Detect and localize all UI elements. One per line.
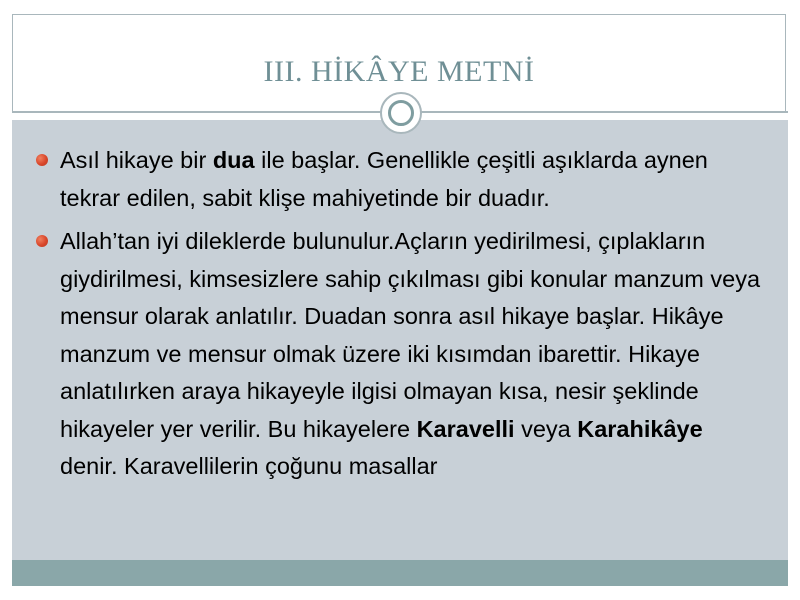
- bullet-bold-karavelli: Karavelli: [416, 415, 515, 442]
- bullet-text-1a: Asıl hikaye bir: [60, 147, 213, 173]
- slide-title: III. HİKÂYE METNİ: [263, 55, 535, 88]
- content-area: [12, 120, 788, 560]
- bullet-list: [12, 142, 788, 492]
- bullet-text-2b: veya: [514, 415, 578, 442]
- bullet-text-1b: ile başlar. Genellikle çeşitli aşıklarda aynen tekrar edilen, sabit klişe mahiyetinde bir duadır.: [60, 147, 708, 211]
- bullet-item-1: [12, 142, 788, 217]
- bullet-text-2a: Allah’tan iyi dileklerde bulunulur.Açların yedirilmesi, çıplakların giydirilmesi, kimsesizlere sahip çıkılması gibi konular manzum veya mensur olarak anlatılır. Duadan sonra asıl hikaye başlar. Hikâye manzum ve mensur olmak üzere iki kısımdan ibarettir. Hikaye anlatılırken araya hikayeyle ilgisi olmayan kısa, nesir şeklinde hikayeler yer verilir. Bu hikayelere: [60, 228, 761, 442]
- bullet-bold-karahikaye: Karahikâye: [577, 415, 703, 442]
- bullet-bold-dua: dua: [212, 147, 255, 173]
- bullet-dot-icon: [36, 235, 48, 247]
- ring-ornament-icon: [380, 92, 422, 134]
- ring-inner: [388, 100, 414, 126]
- footer-bar: [12, 560, 788, 586]
- bullet-text-2c: denir. Karavellilerin çoğunu masallar: [60, 453, 438, 479]
- bullet-dot-icon: [36, 154, 48, 166]
- bullet-item-2: [12, 223, 788, 486]
